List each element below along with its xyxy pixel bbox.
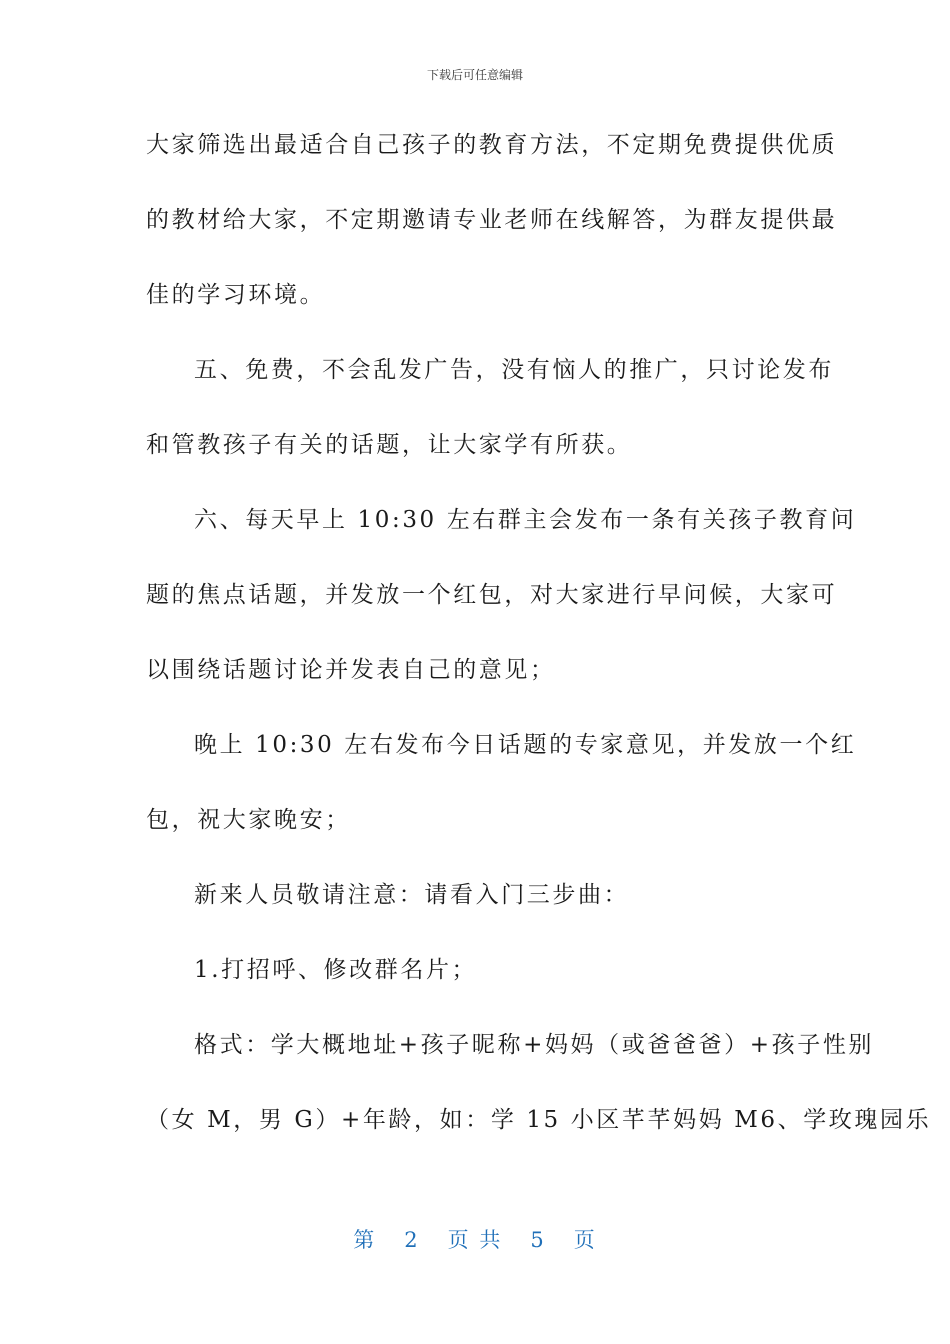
paragraph-line: 1.打招呼、修改群名片； bbox=[194, 957, 478, 983]
page-footer bbox=[0, 1224, 950, 1254]
paragraph-line: 包，祝大家晚安； bbox=[146, 807, 351, 833]
paragraph-line: 以围绕话题讨论并发表自己的意见； bbox=[146, 657, 556, 683]
footer-prefix: 第 bbox=[353, 1228, 377, 1252]
footer-middle: 页 共 bbox=[447, 1228, 503, 1252]
paragraph-line: 五、免费，不会乱发广告，没有恼人的推广，只讨论发布 bbox=[194, 357, 834, 383]
paragraph-line: 题的焦点话题，并发放一个红包，对大家进行早问候，大家可 bbox=[146, 582, 838, 608]
page-header-note: 下载后可任意编辑 bbox=[426, 68, 523, 82]
footer-total-pages: 5 bbox=[530, 1228, 546, 1252]
paragraph-line: 格式：学大概地址+孩子昵称+妈妈（或爸爸爸）+孩子性别 bbox=[194, 1032, 875, 1058]
paragraph-line: （女 M，男 G）+年龄，如：学 15 小区芊芊妈妈 M6、学玫瑰园乐 bbox=[146, 1107, 932, 1133]
paragraph-line: 佳的学习环境。 bbox=[146, 282, 326, 308]
paragraph-line: 和管教孩子有关的话题，让大家学有所获。 bbox=[146, 432, 633, 458]
document-body bbox=[146, 122, 932, 1172]
footer-page-number: 2 bbox=[404, 1228, 420, 1252]
paragraph-line: 的教材给大家，不定期邀请专业老师在线解答，为群友提供最 bbox=[146, 207, 838, 233]
paragraph-line: 大家筛选出最适合自己孩子的教育方法，不定期免费提供优质 bbox=[146, 132, 838, 158]
paragraph-line: 新来人员敬请注意：请看入门三步曲： bbox=[194, 882, 630, 908]
footer-suffix: 页 bbox=[573, 1228, 597, 1252]
paragraph-line: 六、每天早上 10:30 左右群主会发布一条有关孩子教育问 bbox=[194, 507, 857, 533]
paragraph-line: 晚上 10:30 左右发布今日话题的专家意见，并发放一个红 bbox=[194, 732, 857, 758]
